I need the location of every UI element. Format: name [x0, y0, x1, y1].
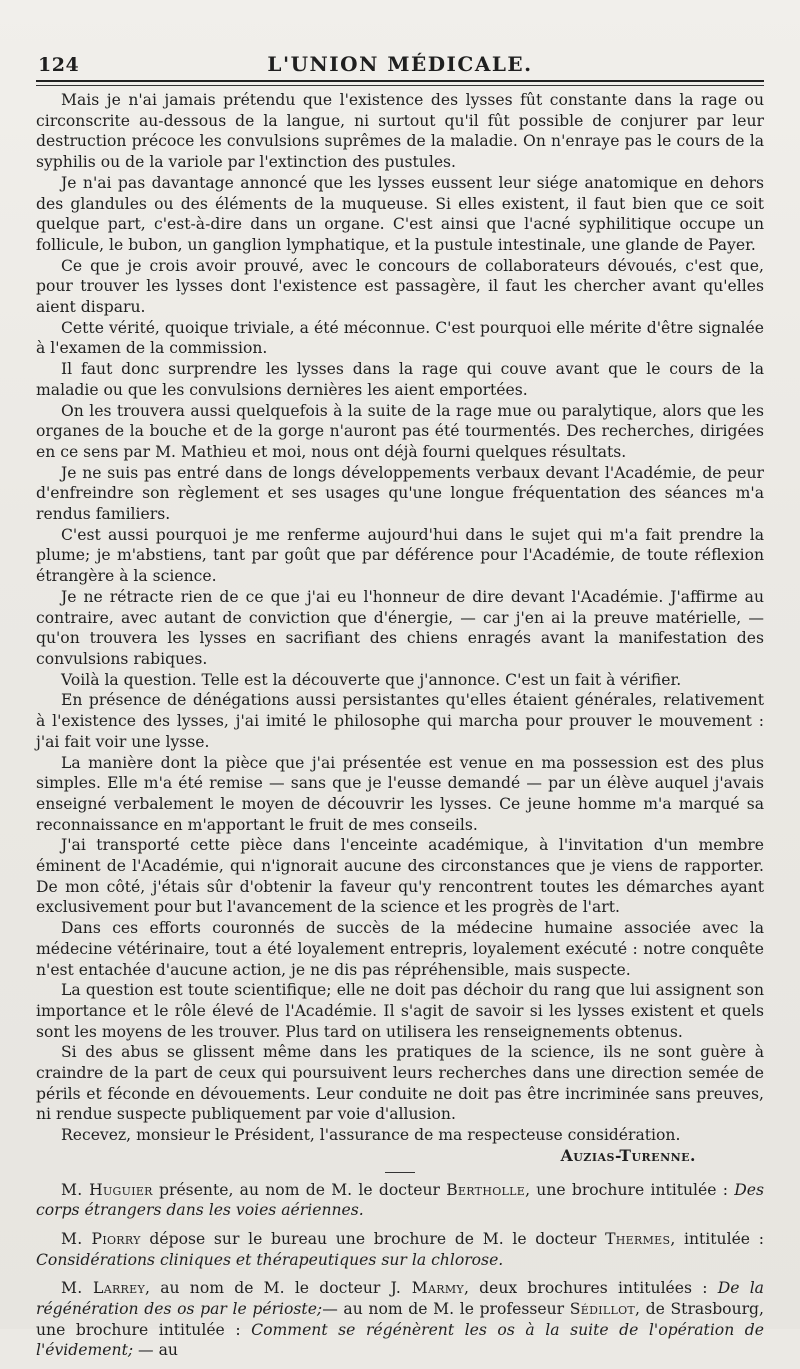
letter-paragraph-10: Voilà la question. Telle est la découverte que j'annonce. C'est un fait à vérifier.	[61, 670, 682, 689]
page-header	[36, 48, 764, 78]
proceeding-item	[36, 1180, 764, 1221]
proceeding-text: — au	[133, 1341, 178, 1360]
letter-closing: Recevez, monsieur le Président, l'assurance de ma respecteuse considération.	[61, 1126, 681, 1145]
letter-paragraph-4: Cette vérité, quoique triviale, a été méconnue. C'est pourquoi elle mérite d'être signalée à l'examen de la commission.	[36, 318, 764, 358]
page-body	[36, 90, 764, 1369]
proceeding-text: , une brochure intitulée :	[525, 1180, 735, 1199]
presenter-name: M. Piorry	[61, 1229, 141, 1248]
letter-paragraph-5: Il faut donc surprendre les lysses dans la rage qui couve avant que le cours de la maladie ou que les convulsions dernières les aient emportées.	[36, 360, 764, 399]
proceeding-text: , deux brochures intitulées :	[463, 1279, 718, 1298]
proceeding-item	[36, 1229, 764, 1270]
author-name: Sédillot	[569, 1300, 636, 1319]
letter-paragraph-1: Mais je n'ai jamais prétendu que l'existence des lysses fût constante dans la rage ou circonscrite au-dessous de la langue, ni surtout qu'il fût possible de conjurer par leur destruction précoce les convulsions suprêmes de la maladie. On n'enraye pas le cours de la syphilis ou de la variole par l'extinction des pustules.	[36, 91, 764, 172]
author-name: J. Marmy	[390, 1279, 464, 1298]
author-name: Thermes	[605, 1229, 671, 1248]
letter-paragraph-14: Dans ces efforts couronnés de succès de la médecine humaine associée avec la médecine vétérinaire, tout a été loyalement entrepris, loyalement exécuté : notre conquête n'est entachée d'aucune action, je ne dis pas répréhensible, mais suspecte.	[36, 919, 764, 979]
letter-paragraph-3: Ce que je crois avoir prouvé, avec le concours de collaborateurs dévoués, c'est que, pour trouver les lysses dont l'existence est passagère, il faut les chercher avant qu'elles aient disparu.	[36, 256, 764, 317]
section-divider	[385, 1172, 415, 1173]
work-title: Considérations cliniques et thérapeutiques sur la chlorose.	[36, 1250, 504, 1269]
letter-paragraph-6: On les trouvera aussi quelquefois à la suite de la rage mue ou paralytique, alors que les organes de la bouche et de la gorge n'auront pas été tourmentés. Des recherches, dirigées en ce sens par M. Mathieu et moi, nous ont déjà fourni quelques résultats.	[36, 401, 764, 461]
work-title: Comment se régénèrent les os à la suite de l'opération de l'évidement;	[36, 1320, 764, 1360]
proceeding-text: — au nom de M. le professeur	[322, 1300, 570, 1319]
work-title: De la régénération des os par le périoste;	[36, 1279, 764, 1319]
proceeding-text: , au nom de M. le docteur	[145, 1279, 391, 1298]
letter-paragraph-11: En présence de dénégations aussi persistantes qu'elles étaient générales, relativement à l'existence des lysses, j'ai imité le philosophe qui marcha pour prouver le mouvement : j'ai fait voir une lysse.	[36, 691, 764, 751]
header-rule	[36, 80, 764, 82]
proceeding-text: présente, au nom de M. le docteur	[152, 1180, 447, 1199]
proceeding-text: dépose sur le bureau une brochure de M. le docteur	[140, 1229, 606, 1248]
presenter-name: M. Huguier	[61, 1180, 153, 1199]
letter-paragraph-15: La question est toute scientifique; elle ne doit pas déchoir du rang que lui assignent son importance et le rôle élevé de l'Académie. Il s'agit de savoir si les lysses existent et quels sont les moyens de les trouver. Plus tard on utilisera les renseignements obtenus.	[36, 981, 764, 1041]
letter-signature: Auzias-Turenne.	[560, 1145, 696, 1165]
letter-paragraph-12: La manière dont la pièce que j'ai présentée est venue en ma possession est des plus simples. Elle m'a été remise — sans que je l'eusse demandé — par un élève auquel j'avais enseigné verbalement le moyen de découvrir les lysses. Ce jeune homme m'a marqué sa reconnaissance en m'apportant le fruit de mes conseils.	[36, 753, 764, 834]
letter-paragraph-2: Je n'ai pas davantage annoncé que les lysses eussent leur siége anatomique en dehors des glandules ou des éléments de la muqueuse. Si elles existent, il faut bien que ce soit quelque part, c'est-à-dire dans un organe. C'est ainsi que l'acné syphilitique occupe un follicule, le bubon, un ganglion lymphatique, et la pustule intestinale, une glande de Payer.	[36, 173, 764, 254]
proceeding-item	[36, 1278, 764, 1361]
running-title: L'UNION MÉDICALE.	[267, 52, 533, 76]
work-title: Des corps étrangers dans les voies aériennes.	[36, 1180, 764, 1220]
letter-paragraph-13: J'ai transporté cette pièce dans l'enceinte académique, à l'invitation d'un membre éminent de l'Académie, qui n'ignorait aucune des circonstances que je viens de rapporter. De mon côté, j'étais sûr d'obtenir la faveur qu'y rencontrent toutes les démarches ayant exclusivement pour but l'avancement de la science et les progrès de l'art.	[36, 836, 764, 917]
letter-paragraph-16: Si des abus se glissent même dans les pratiques de la science, ils ne sont guère à craindre de la part de ceux qui poursuivent leurs recherches dans une direction semée de périls et féconde en dévouements. Leur conduite ne doit pas être incriminée sans preuves, ni rendue suspecte publiquement par voie d'allusion.	[36, 1043, 764, 1124]
letter-paragraph-9: Je ne rétracte rien de ce que j'ai eu l'honneur de dire devant l'Académie. J'affirme au contraire, avec autant de conviction que d'énergie, — car j'en ai la preuve matérielle, — qu'on trouvera les lysses en sacrifiant des chiens enragés avant la manifestation des convulsions rabiques.	[36, 587, 764, 668]
presenter-name: M. Larrey	[61, 1279, 146, 1298]
proceeding-text: , de Strasbourg, une brochure intitulée :	[36, 1300, 765, 1339]
author-name: Bertholle	[446, 1180, 526, 1199]
page-number: 124	[38, 54, 80, 76]
proceeding-text: , intitulée :	[670, 1229, 764, 1248]
header-rule-thin	[36, 85, 764, 86]
letter-paragraph-7: Je ne suis pas entré dans de longs développements verbaux devant l'Académie, de peur d'enfreindre son règlement et ses usages qu'une longue fréquentation des séances m'a rendus familiers.	[36, 463, 764, 524]
letter-paragraph-8: C'est aussi pourquoi je me renferme aujourd'hui dans le sujet qui m'a fait prendre la plume; je m'abstiens, tant par goût que par déférence pour l'Académie, de toute réflexion étrangère à la science.	[36, 525, 764, 586]
